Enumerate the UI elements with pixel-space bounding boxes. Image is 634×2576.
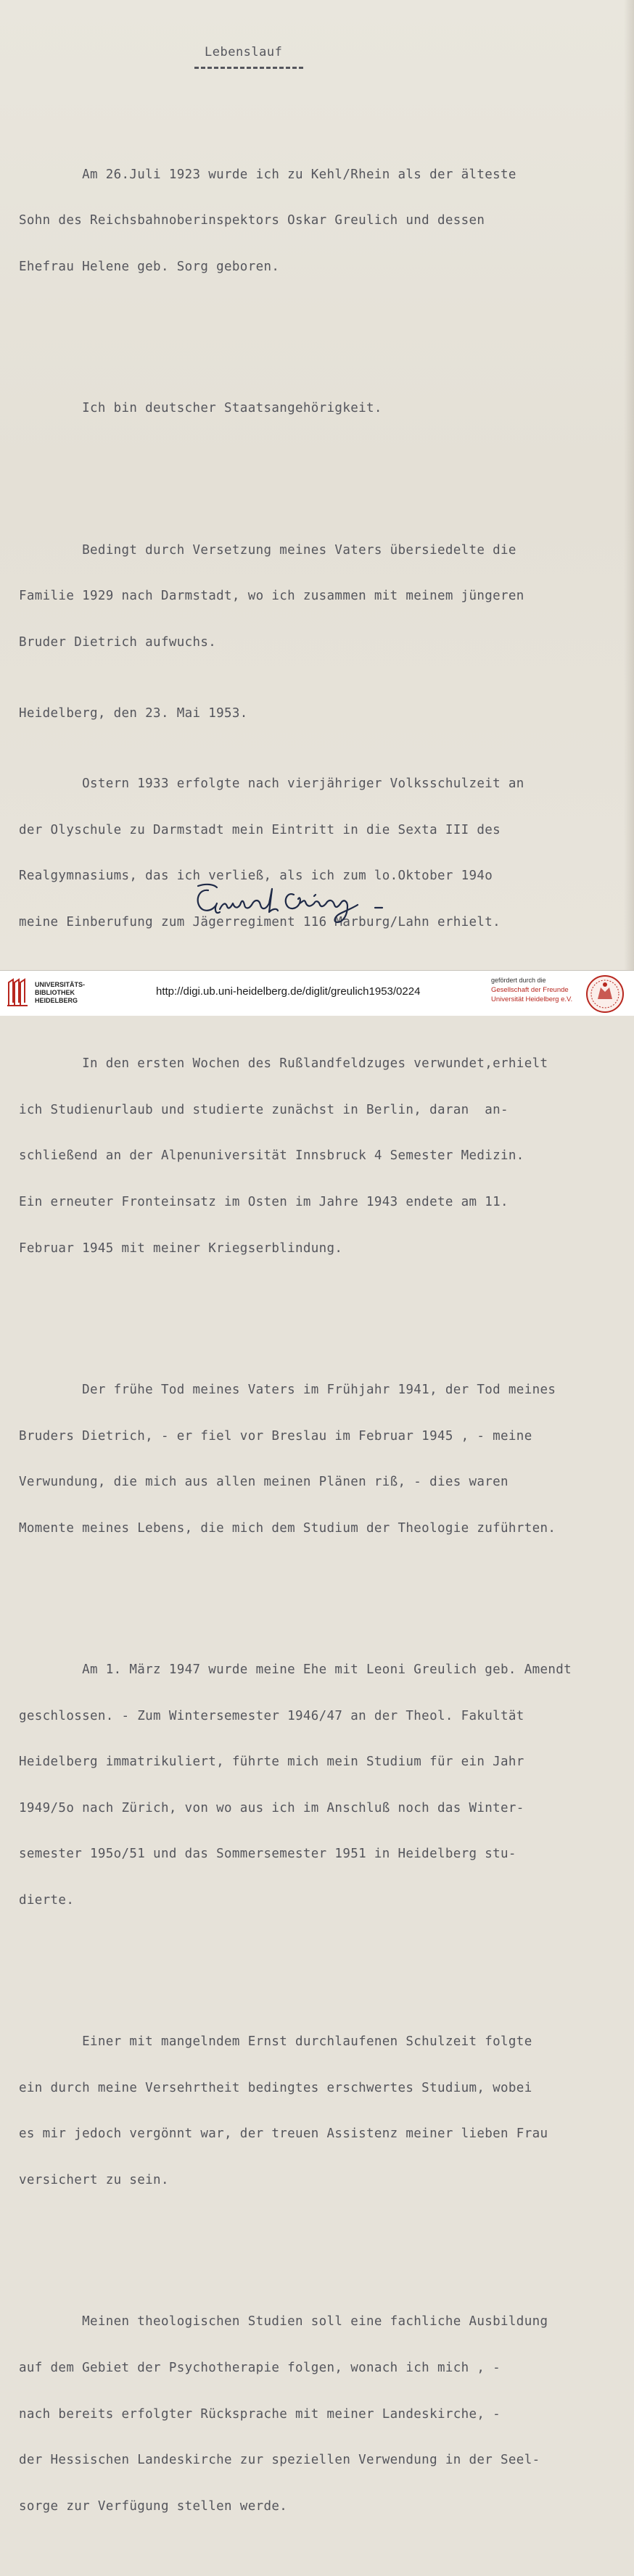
- text-line: dierte.: [19, 1892, 75, 1908]
- text-line: sorge zur Verfügung stellen werde.: [19, 2498, 288, 2514]
- handwritten-signature: [192, 877, 395, 928]
- paragraph-future-plans: [19, 2284, 614, 2545]
- permalink-url[interactable]: http://digi.ub.uni-heidelberg.de/diglit/greulich1953/0224: [156, 985, 421, 998]
- paragraph-marriage-studies: [19, 1632, 614, 1939]
- text-line: versichert zu sein.: [19, 2173, 169, 2188]
- paragraph-schooling: [19, 746, 614, 961]
- text-line: In den ersten Wochen des Rußlandfeldzuges verwundet,erhielt: [19, 1056, 548, 1072]
- title-underline: [194, 67, 303, 69]
- university-library-logo-icon: [6, 977, 30, 1009]
- sponsor-name-line: Universität Heidelberg e.V.: [491, 995, 573, 1003]
- document-body: [19, 106, 614, 2576]
- text-line: Bruders Dietrich, - er fiel vor Breslau im Februar 1945 , - meine: [19, 1428, 532, 1444]
- document-title: Lebenslauf: [205, 45, 283, 59]
- text-line: Ostern 1933 erfolgte nach vierjähriger Volksschulzeit an: [19, 776, 524, 792]
- text-line: Ehefrau Helene geb. Sorg geboren.: [19, 260, 280, 274]
- text-line: Ein erneuter Fronteinsatz im Osten im Jahre 1943 endete am 11.: [19, 1195, 509, 1209]
- text-line: Meinen theologischen Studien soll eine fachliche Ausbildung: [19, 2314, 548, 2329]
- sponsor-name-line: Gesellschaft der Freunde: [491, 986, 569, 994]
- text-line: Der frühe Tod meines Vaters im Frühjahr 1941, der Tod meines: [19, 1382, 556, 1397]
- library-name-line: HEIDELBERG: [35, 997, 78, 1004]
- text-line: Am 26.Juli 1923 wurde ich zu Kehl/Rhein als der älteste: [19, 167, 516, 182]
- university-seal-icon: [585, 974, 625, 1014]
- university-library-name: [35, 981, 85, 1005]
- paragraph-theology-motivation: [19, 1352, 614, 1567]
- page-edge-shadow: [624, 0, 634, 970]
- text-line: schließend an der Alpenuniversität Innsbruck 4 Semester Medizin.: [19, 1148, 524, 1164]
- sponsor-credit: [491, 976, 572, 1004]
- text-line: ich Studienurlaub und studierte zunächst in Berlin, daran an-: [19, 1102, 509, 1117]
- library-name-line: UNIVERSITÄTS-: [35, 981, 86, 988]
- text-line: geschlossen. - Zum Wintersemester 1946/47 an der Theol. Fakultät: [19, 1708, 524, 1723]
- text-line: der Hessischen Landeskirche zur speziellen Verwendung in der Seel-: [19, 2453, 540, 2468]
- text-line: der Olyschule zu Darmstadt mein Eintritt in die Sexta III des: [19, 822, 501, 837]
- text-line: Februar 1945 mit meiner Kriegserblindung.: [19, 1241, 343, 1256]
- text-line: Realgymnasiums, das ich verließ, als ich zum lo.Oktober 194o: [19, 869, 493, 884]
- text-line: Bruder Dietrich aufwuchs.: [19, 634, 217, 650]
- text-line: Am 1. März 1947 wurde meine Ehe mit Leoni Greulich geb. Amendt: [19, 1662, 572, 1677]
- text-line: Familie 1929 nach Darmstadt, wo ich zusammen mit meinem jüngeren: [19, 589, 524, 604]
- text-line: Einer mit mangelndem Ernst durchlaufenen Schulzeit folgte: [19, 2034, 532, 2050]
- text-line: Bedingt durch Versetzung meines Vaters übersiedelte die: [19, 542, 516, 558]
- paragraph-reflection: [19, 2004, 614, 2219]
- paragraph-war: [19, 1026, 614, 1287]
- paragraph-citizenship: [19, 370, 614, 447]
- paragraph-family-move: [19, 512, 614, 681]
- place-date-line: Heidelberg, den 23. Mai 1953.: [19, 706, 248, 721]
- text-line: semester 195o/51 und das Sommersemester 1951 in Heidelberg stu-: [19, 1847, 516, 1862]
- text-line: Ich bin deutscher Staatsangehörigkeit.: [19, 401, 382, 416]
- sponsor-prefix: gefördert durch die: [491, 977, 546, 984]
- paragraph-birth: [19, 136, 614, 305]
- text-line: Sohn des Reichsbahnoberinspektors Oskar Greulich und dessen: [19, 213, 485, 228]
- text-line: meine Einberufung zum Jägerregiment 116 Marburg/Lahn erhielt.: [19, 914, 501, 929]
- text-line: 1949/5o nach Zürich, von wo aus ich im Anschluß noch das Winter-: [19, 1800, 524, 1815]
- text-line: auf dem Gebiet der Psychotherapie folgen, wonach ich mich , -: [19, 2360, 501, 2375]
- text-line: Verwundung, die mich aus allen meinen Plänen riß, - dies waren: [19, 1475, 509, 1490]
- library-name-line: BIBLIOTHEK: [35, 989, 75, 996]
- text-line: nach bereits erfolgter Rücksprache mit meiner Landeskirche, -: [19, 2406, 501, 2422]
- text-line: es mir jedoch vergönnt war, der treuen Assistenz meiner lieben Frau: [19, 2126, 548, 2142]
- digitization-footer: [0, 970, 634, 1016]
- text-line: Heidelberg immatrikuliert, führte mich mein Studium für ein Jahr: [19, 1755, 524, 1770]
- text-line: ein durch meine Versehrtheit bedingtes erschwertes Studium, wobei: [19, 2080, 532, 2095]
- text-line: Momente meines Lebens, die mich dem Studium der Theologie zuführten.: [19, 1520, 556, 1536]
